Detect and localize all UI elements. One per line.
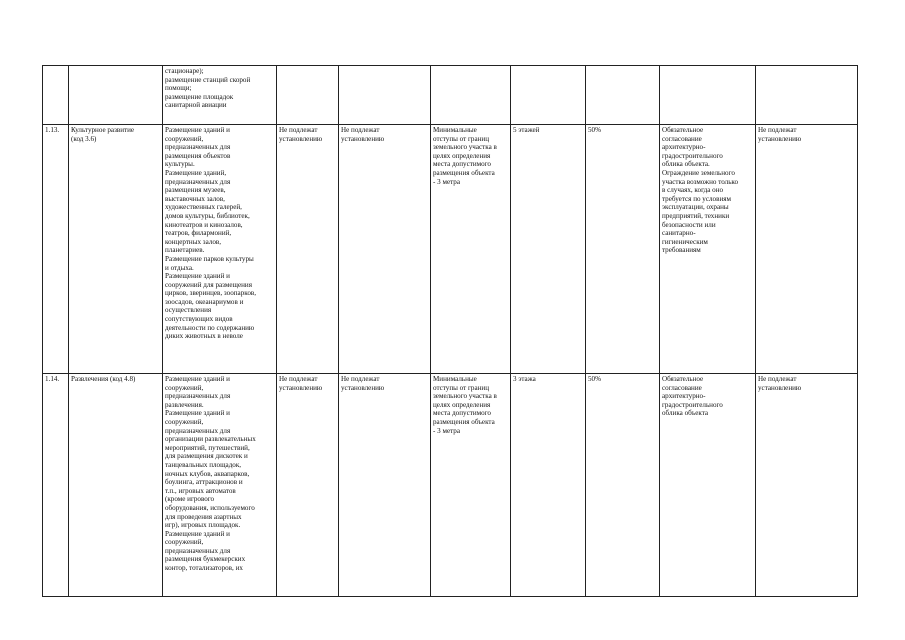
setback-cell: Минимальные отступы от границ земельного участка в целях определения места допустимого размещения объекта - 3 метра: [431, 374, 511, 597]
land-use-name-cell: [69, 66, 163, 125]
zoning-regulations-table: [42, 65, 858, 597]
other-parameters-cell: Не подлежат установлению: [756, 125, 858, 374]
row-number-cell: 1.13.: [43, 125, 69, 374]
other-parameters-cell: [756, 66, 858, 125]
max-coverage-cell: [586, 66, 660, 125]
table-row: [43, 66, 858, 125]
max-floors-cell: 3 этажа: [511, 374, 586, 597]
max-plot-size-cell: Не подлежат установлению: [339, 125, 431, 374]
requirements-cell: Обязательное согласование архитектурно- градостроительного облика объекта: [660, 374, 756, 597]
land-use-description-cell: стационаре); размещение станций скорой помощи; размещение площадок санитарной авиации: [163, 66, 277, 125]
max-coverage-cell: 50%: [586, 125, 660, 374]
min-plot-size-cell: Не подлежат установлению: [277, 374, 339, 597]
row-number-cell: [43, 66, 69, 125]
land-use-name-cell: Культурное развитие (код 3.6): [69, 125, 163, 374]
setback-cell: Минимальные отступы от границ земельного участка в целях определения места допустимого размещения объекта - 3 метра: [431, 125, 511, 374]
setback-cell: [431, 66, 511, 125]
other-parameters-cell: Не подлежат установлению: [756, 374, 858, 597]
table-row: [43, 125, 858, 374]
requirements-cell: [660, 66, 756, 125]
max-floors-cell: [511, 66, 586, 125]
max-floors-cell: 5 этажей: [511, 125, 586, 374]
max-plot-size-cell: [339, 66, 431, 125]
max-plot-size-cell: Не подлежат установлению: [339, 374, 431, 597]
row-number-cell: 1.14.: [43, 374, 69, 597]
land-use-name-cell: Развлечения (код 4.8): [69, 374, 163, 597]
requirements-cell: Обязательное согласование архитектурно- градостроительного облика объекта. Ограждение земельного участка возможно только в случаях, когда оно требуется по условиям эксплуатации, охраны предприятий, техники безопасности или санитарно- гигиеническим требованиям: [660, 125, 756, 374]
land-use-description-cell: Размещение зданий и сооружений, предназначенных для размещения объектов культуры. Размещение зданий, предназначенных для размещения музеев, выставочных залов, художественных галерей, домов культуры, библиотек, кинотеатров и кинозалов, театров, филармоний, концертных залов, планетариев. Размещение парков культуры и отдыха. Размещение зданий и сооружений для размещения цирков, зверинцев, зоопарков, зоосадов, океанариумов и осуществления сопутствующих видов деятельности по содержанию диких животных в неволе: [163, 125, 277, 374]
land-use-description-cell: Размещение зданий и сооружений, предназначенных для развлечения. Размещение зданий и сооружений, предназначенных для организации развлекательных мероприятий, путешествий, для размещения дискотек и танцевальных площадок, ночных клубов, аквапарков, боулинга, аттракционов и т.п., игровых автоматов (кроме игрового оборудования, используемого для проведения азартных игр), игровых площадок. Размещение зданий и сооружений, предназначенных для размещения букмекерских контор, тотализаторов, их: [163, 374, 277, 597]
min-plot-size-cell: Не подлежат установлению: [277, 125, 339, 374]
max-coverage-cell: 50%: [586, 374, 660, 597]
table-row: [43, 374, 858, 597]
min-plot-size-cell: [277, 66, 339, 125]
